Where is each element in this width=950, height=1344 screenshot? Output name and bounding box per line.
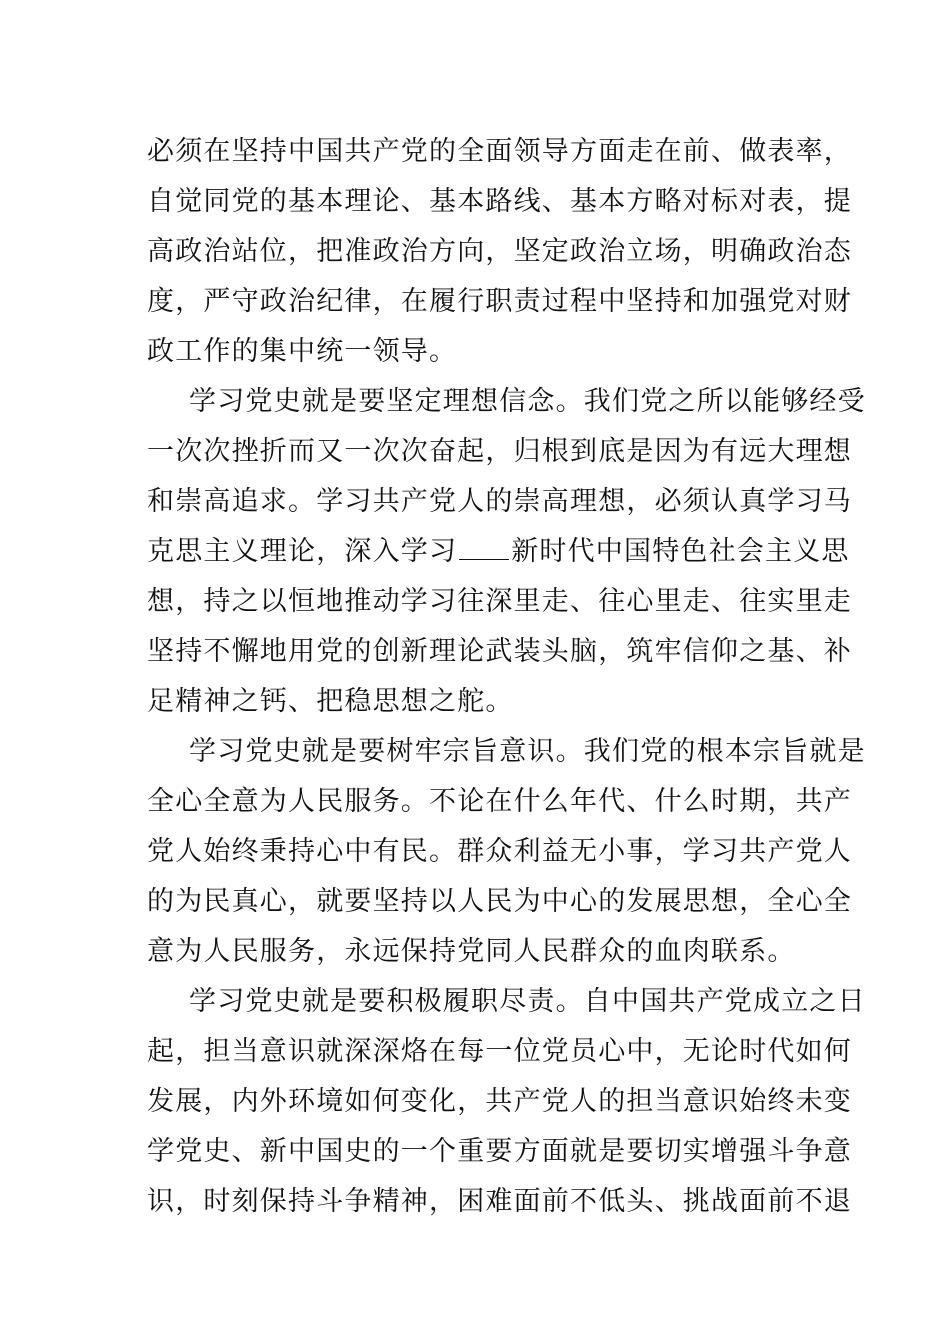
paragraph-2-line-7: 足精神之钙、把稳思想之舵。 — [147, 686, 514, 717]
paragraph-1-line-2: 自觉同党的基本理论、基本路线、基本方略对标对表，提 — [147, 186, 852, 217]
paragraph-2-line-4-before: 克思主义理论，深入学习 — [147, 536, 458, 567]
paragraph-2-line-1: 学习党史就是要坚定理想信念。我们党之所以能够经受 — [189, 386, 866, 417]
paragraph-1-line-5: 政工作的集中统一领导。 — [147, 336, 458, 367]
paragraph-3-line-2: 全心全意为人民服务。不论在什么年代、什么时期，共产 — [147, 786, 852, 817]
paragraph-1-line-3: 高政治站位，把准政治方向，坚定政治立场，明确政治态 — [147, 236, 852, 267]
paragraph-4-line-3: 发展，内外环境如何变化，共产党人的担当意识始终未变 — [147, 1086, 852, 1117]
paragraph-3-line-4: 的为民真心，就要坚持以人民为中心的发展思想，全心全 — [147, 886, 852, 917]
paragraph-3-line-1: 学习党史就是要树牢宗旨意识。我们党的根本宗旨就是 — [189, 736, 866, 767]
paragraph-2-line-6: 坚持不懈地用党的创新理论武装头脑，筑牢信仰之基、补 — [147, 636, 852, 667]
paragraph-1-line-1: 必须在坚持中国共产党的全面领导方面走在前、做表率， — [147, 136, 852, 167]
paragraph-2-line-4-after: 新时代中国特色社会主义思 — [511, 536, 850, 567]
paragraph-4-line-1: 学习党史就是要积极履职尽责。自中国共产党成立之日 — [189, 986, 866, 1017]
paragraph-4-line-4: 学党史、新中国史的一个重要方面就是要切实增强斗争意 — [147, 1136, 852, 1167]
paragraph-4-line-2: 起，担当意识就深深烙在每一位党员心中，无论时代如何 — [147, 1036, 852, 1067]
fill-in-blank — [459, 535, 509, 560]
paragraph-3-line-3: 党人始终秉持心中有民。群众利益无小事，学习共产党人 — [147, 836, 852, 867]
paragraph-2-line-4 — [147, 532, 850, 572]
paragraph-2-line-3: 和崇高追求。学习共产党人的崇高理想，必须认真学习马 — [147, 486, 852, 517]
paragraph-4-line-5: 识，时刻保持斗争精神，困难面前不低头、挑战面前不退 — [147, 1186, 852, 1217]
paragraph-2-line-5: 想，持之以恒地推动学习往深里走、往心里走、往实里走 — [147, 586, 852, 617]
paragraph-1-line-4: 度，严守政治纪律，在履行职责过程中坚持和加强党对财 — [147, 286, 852, 317]
paragraph-3-line-5: 意为人民服务，永远保持党同人民群众的血肉联系。 — [147, 936, 796, 967]
paragraph-2-line-2: 一次次挫折而又一次次奋起，归根到底是因为有远大理想 — [147, 436, 852, 467]
